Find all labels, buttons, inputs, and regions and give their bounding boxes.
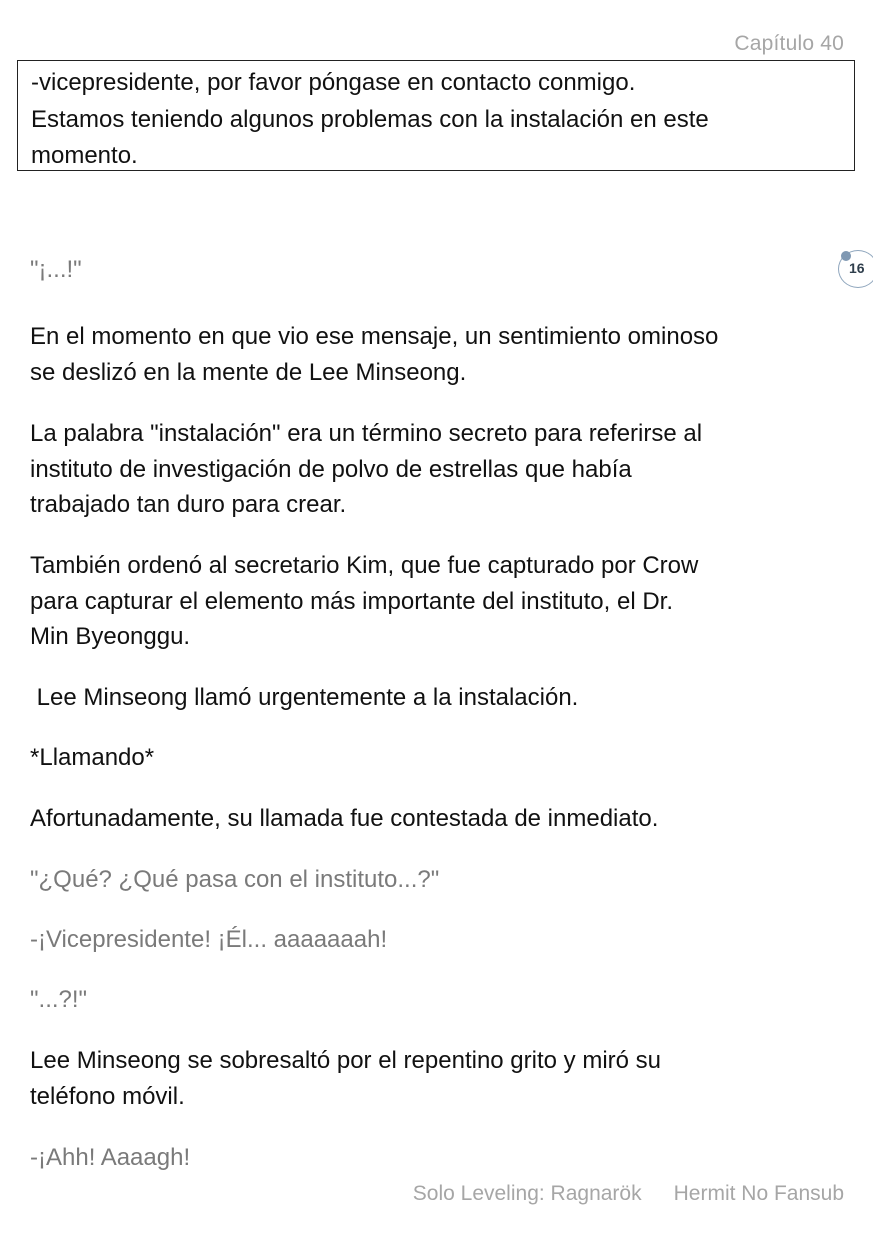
paragraph-line: -¡Vicepresidente! ¡Él... aaaaaaah! [30, 926, 388, 953]
message-line: -vicepresidente, por favor póngase en contacto conmigo. [31, 69, 636, 96]
paragraph-line: También ordenó al secretario Kim, que fue capturado por Crow [30, 552, 699, 579]
series-title: Solo Leveling: Ragnarök [412, 1182, 642, 1205]
dialogue-paragraph [30, 982, 87, 1018]
narration-paragraph [30, 548, 698, 655]
message-line: momento. [31, 142, 138, 169]
page-number-badge [838, 250, 873, 288]
narration-paragraph [30, 740, 154, 776]
narration-paragraph [30, 801, 658, 837]
dialogue-paragraph [30, 252, 82, 288]
paragraph-line: Afortunadamente, su llamada fue contestada de inmediato. [30, 805, 659, 832]
paragraph-line: -¡Ahh! Aaaagh! [30, 1144, 191, 1171]
paragraph-line: Lee Minseong llamó urgentemente a la instalación. [30, 684, 579, 711]
dialogue-paragraph [30, 1140, 190, 1176]
paragraph-line: Lee Minseong se sobresaltó por el repentino grito y miró su [30, 1047, 662, 1074]
message-line: Estamos teniendo algunos problemas con la instalación en este [31, 105, 709, 133]
narration-paragraph [30, 680, 578, 716]
paragraph-line: La palabra "instalación" era un término secreto para referirse al [30, 420, 703, 447]
page-footer [413, 1182, 844, 1206]
dialogue-paragraph [30, 922, 387, 958]
chapter-header: Capítulo 40 [734, 32, 844, 55]
paragraph-line: Min Byeonggu. [30, 623, 191, 650]
dialogue-paragraph [30, 862, 439, 898]
paragraph-line: para capturar el elemento más importante del instituto, el Dr. [30, 587, 673, 615]
paragraph-line: trabajado tan duro para crear. [30, 491, 347, 518]
paragraph-line: teléfono móvil. [30, 1082, 185, 1110]
paragraph-line: "¡...!" [30, 256, 82, 283]
phone-message-box [17, 60, 855, 171]
narration-paragraph [30, 1043, 661, 1114]
paragraph-line: *Llamando* [30, 744, 155, 771]
paragraph-line: instituto de investigación de polvo de estrellas que había [30, 455, 632, 483]
paragraph-line: En el momento en que vio ese mensaje, un sentimiento ominoso [30, 323, 719, 350]
narration-paragraph [30, 416, 702, 523]
paragraph-line: "¿Qué? ¿Qué pasa con el instituto...?" [30, 866, 440, 893]
translator-credit: Hermit No Fansub [673, 1182, 844, 1205]
page-number: 16 [849, 260, 865, 276]
paragraph-line: se deslizó en la mente de Lee Minseong. [30, 358, 467, 386]
paragraph-line: "...?!" [30, 986, 88, 1013]
narration-paragraph [30, 319, 718, 390]
